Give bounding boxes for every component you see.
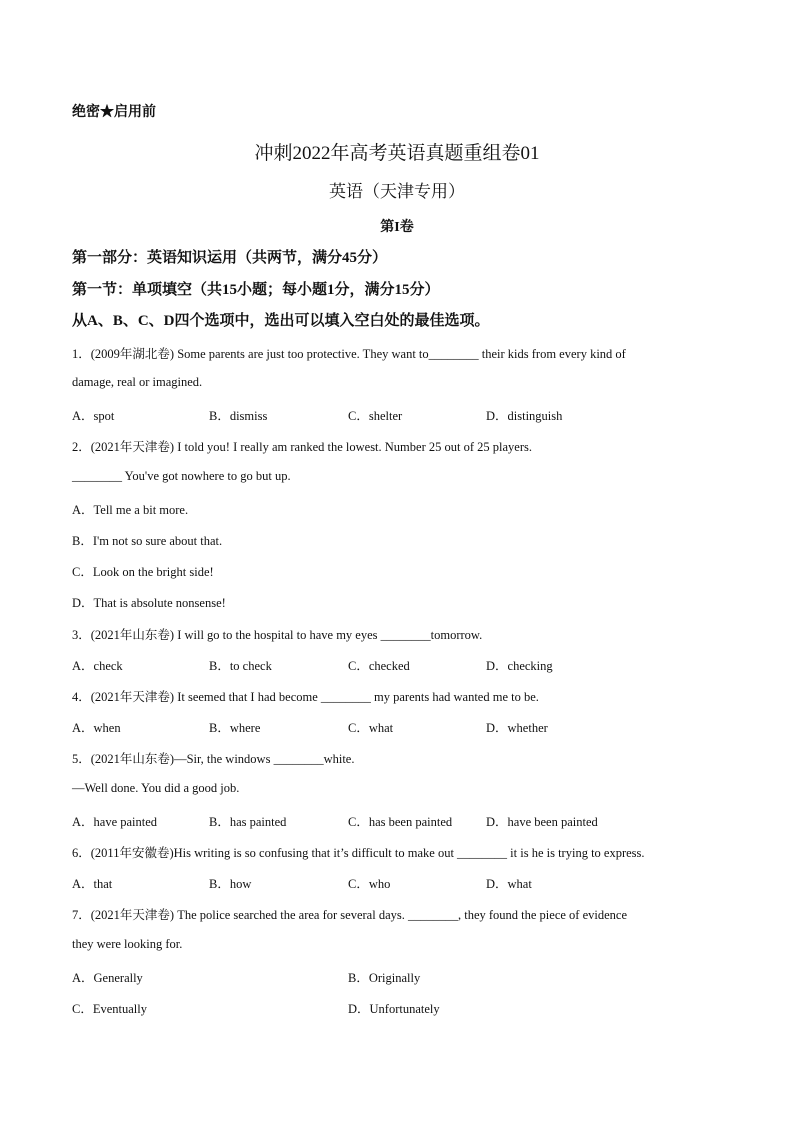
option-c[interactable]: C．has been painted	[348, 815, 453, 829]
option-b[interactable]: B．Originally	[348, 971, 421, 985]
option-b[interactable]: B．to check	[209, 659, 272, 673]
volume-label: 第I卷	[380, 220, 414, 235]
option-d[interactable]: D．That is absolute nonsense!	[72, 596, 226, 610]
question-1-text-cont: damage, real or imagined.	[72, 375, 203, 389]
option-a[interactable]: A．that	[72, 877, 113, 891]
option-a[interactable]: A．spot	[72, 409, 115, 423]
option-c[interactable]: C．what	[348, 721, 394, 735]
secret-label: 绝密★启用前	[72, 105, 156, 120]
question-5-text: 5．(2021年山东卷)—Sir, the windows ________white.	[72, 752, 355, 766]
option-b[interactable]: B．where	[209, 721, 261, 735]
question-1-options	[72, 406, 752, 424]
question-7-options-row1	[72, 968, 752, 986]
option-b[interactable]: B．how	[209, 877, 252, 891]
question-3-options	[72, 656, 752, 674]
question-1-text: 1．(2009年湖北卷) Some parents are just too protective. They want to________ their kids from every kind of	[72, 347, 626, 361]
exam-title: 冲刺2022年高考英语真题重组卷01	[254, 143, 540, 164]
option-c[interactable]: C．Look on the bright side!	[72, 565, 214, 579]
option-d[interactable]: D．have been painted	[486, 815, 598, 829]
question-2-text: 2．(2021年天津卷) I told you! I really am ranked the lowest. Number 25 out of 25 players.	[72, 440, 532, 454]
option-c[interactable]: C．shelter	[348, 409, 403, 423]
option-b[interactable]: B．I'm not so sure about that.	[72, 534, 223, 548]
question-6-text: 6．(2011年安徽卷)His writing is so confusing that it’s difficult to make out ________ it is he is trying to express.	[72, 846, 645, 860]
option-c[interactable]: C．checked	[348, 659, 410, 673]
question-4-text: 4．(2021年天津卷) It seemed that I had become ________ my parents had wanted me to be.	[72, 690, 539, 704]
option-c[interactable]: C．who	[348, 877, 391, 891]
option-d[interactable]: D．whether	[486, 721, 548, 735]
option-a[interactable]: A．Generally	[72, 971, 143, 985]
option-b[interactable]: B．has painted	[209, 815, 287, 829]
question-2-text-cont: ________ You've got nowhere to go but up.	[72, 469, 291, 483]
question-3-text: 3．(2021年山东卷) I will go to the hospital to have my eyes ________tomorrow.	[72, 628, 483, 642]
question-4-options	[72, 718, 752, 736]
option-a[interactable]: A．have painted	[72, 815, 158, 829]
section-heading: 第一节：单项填空（共15小题；每小题1分，满分15分）	[72, 282, 440, 298]
instruction-text: 从A、B、C、D四个选项中，选出可以填入空白处的最佳选项。	[72, 313, 490, 329]
part-heading: 第一部分：英语知识运用（共两节，满分45分）	[72, 250, 388, 266]
question-5-options	[72, 812, 752, 830]
option-b[interactable]: B．dismiss	[209, 409, 268, 423]
option-a[interactable]: A．check	[72, 659, 123, 673]
question-7-text: 7．(2021年天津卷) The police searched the area for several days. ________, they found the piece of evidence	[72, 908, 628, 922]
exam-subtitle: 英语（天津专用）	[329, 182, 465, 201]
question-7-text-cont: they were looking for.	[72, 937, 183, 951]
option-d[interactable]: D．distinguish	[486, 409, 563, 423]
question-5-text-cont: —Well done. You did a good job.	[72, 781, 240, 795]
option-d[interactable]: D．checking	[486, 659, 553, 673]
option-d[interactable]: D．Unfortunately	[348, 1002, 440, 1016]
option-c[interactable]: C．Eventually	[72, 1002, 147, 1016]
option-d[interactable]: D．what	[486, 877, 532, 891]
option-a[interactable]: A．when	[72, 721, 121, 735]
question-6-options	[72, 874, 752, 892]
option-a[interactable]: A．Tell me a bit more.	[72, 503, 189, 517]
question-7-options-row2	[72, 999, 752, 1017]
